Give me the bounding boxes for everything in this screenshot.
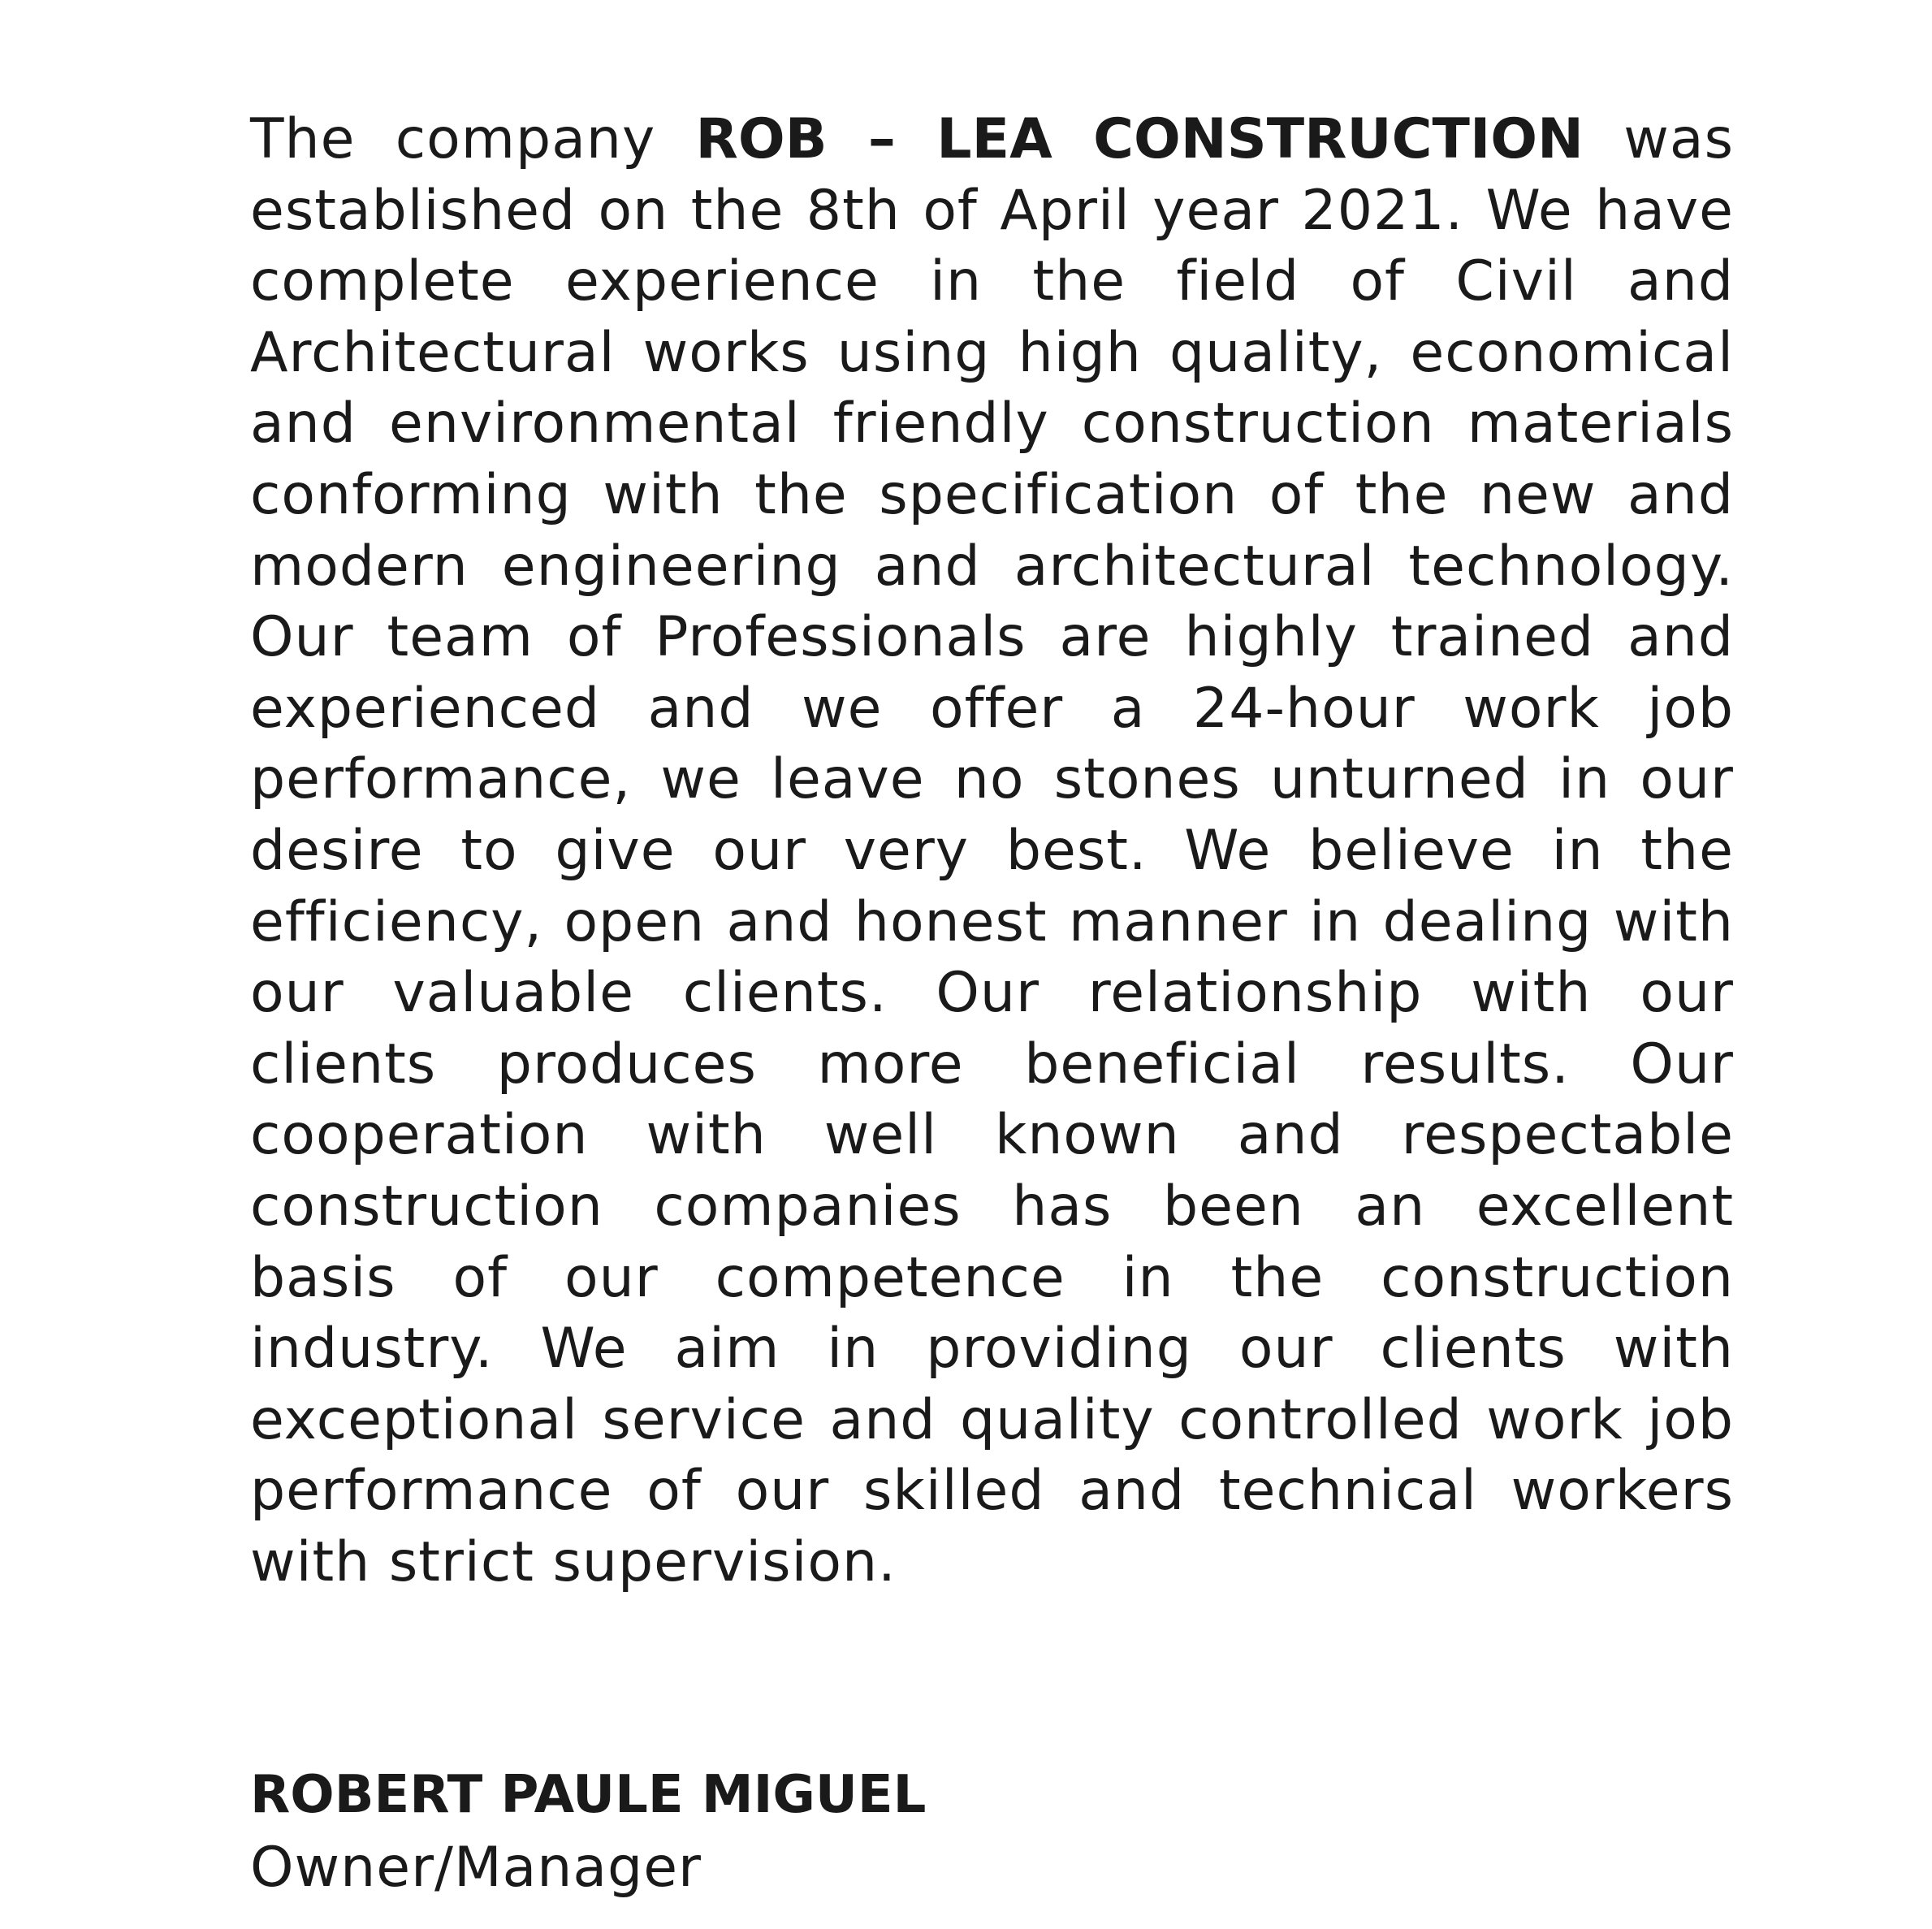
- paragraph-intro: The company: [250, 107, 696, 171]
- signatory-title: Owner/Manager: [250, 1836, 702, 1900]
- signatory-name: ROBERT PAULE MIGUEL: [250, 1765, 927, 1825]
- company-description-paragraph: [250, 104, 1734, 1598]
- signature-block: [250, 1758, 926, 1905]
- company-name: ROB – LEA CONSTRUCTION: [695, 107, 1584, 171]
- paragraph-body: was established on the 8th of April year 2021. We have complete experience in the field of Civil and Architectural works using high quality, economical and environmental friendly construction materials conforming with the specification of the new and modern engineering and architectural technology. Our team of Professionals are highly trained and experienced and we offer a 24-hour work job performance, we leave no stones unturned in our desire to give our very best. We believe in the efficiency, open and honest manner in dealing with our valuable clients. Our relationship with our clients produces more beneficial results. Our cooperation with well known and respectable construction companies has been an excellent basis of our competence in the construction industry. We aim in providing our clients with exceptional service and quality controlled work job performance of our skilled and technical workers with strict supervision.: [250, 107, 1735, 1594]
